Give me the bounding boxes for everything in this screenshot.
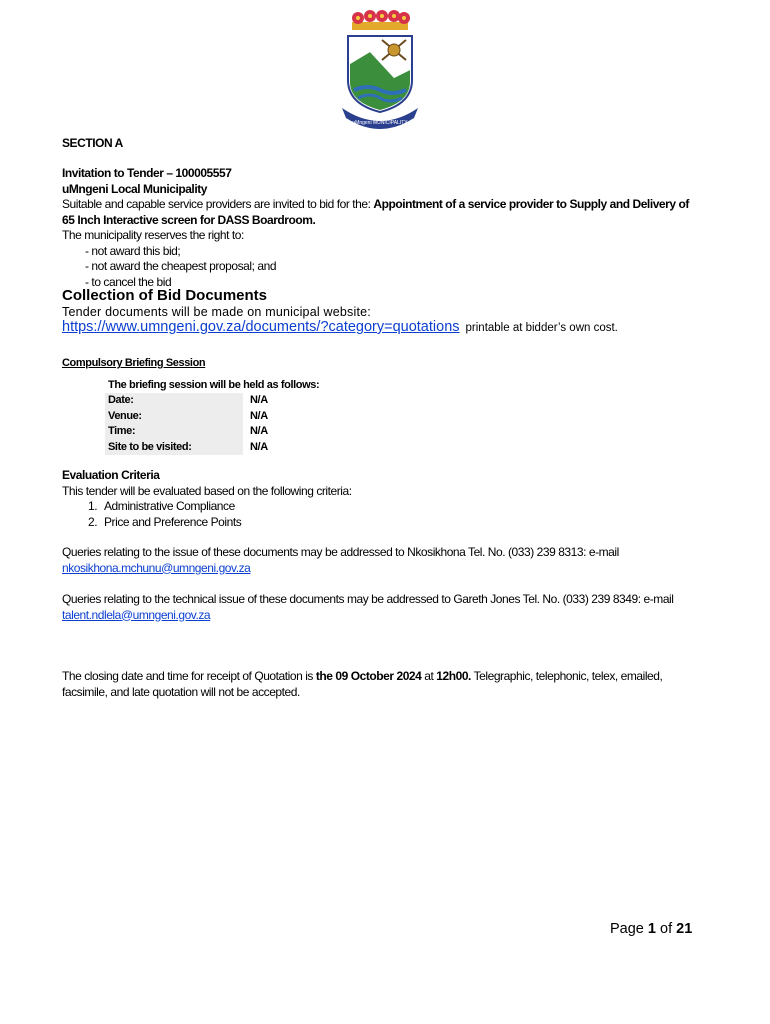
briefing-value: N/A [250, 409, 268, 422]
logo-scroll-text: uMngeni MUNICIPALITY [352, 120, 408, 126]
table-row [105, 393, 435, 409]
collection-text: Tender documents will be made on municipal website: [62, 305, 371, 319]
bid-prefix: Suitable and capable service providers are invited to bid for the: [62, 197, 374, 211]
page-number [610, 921, 692, 937]
closing-time: 12h00. [436, 669, 471, 683]
briefing-table [105, 377, 435, 455]
reserves-list [62, 244, 702, 291]
crown-flowers [352, 10, 410, 30]
briefing-value: N/A [250, 394, 268, 406]
email-link[interactable]: talent.ndlela@umngeni.gov.za [62, 607, 211, 622]
briefing-heading: Compulsory Briefing Session [62, 357, 206, 369]
evaluation-list [62, 499, 702, 530]
briefing-label: Venue: [105, 409, 243, 425]
municipality-name: uMngeni Local Municipality [62, 181, 207, 196]
bid-title: Appointment of a service provider to Supply and Delivery of 65 Inch Interactive screen for DASS Boardroom. [62, 197, 689, 227]
tender-documents-link[interactable]: https://www.umngeni.gov.za/documents/?category=quotations [62, 319, 460, 335]
query-text: Queries relating to the issue of these documents may be addressed to Nkosikhona Tel. No. (033) 239 8313: e-mail [62, 545, 619, 559]
table-row [105, 409, 435, 425]
page-current: 1 [647, 921, 656, 937]
evaluation-block [62, 468, 702, 530]
table-row [105, 424, 435, 440]
briefing-value: N/A [250, 440, 268, 453]
evaluation-intro: This tender will be evaluated based on the following criteria: [62, 483, 352, 498]
query-text: Queries relating to the technical issue of these documents may be addressed to Gareth Jones Tel. No. (033) 239 8349: e-mail [62, 592, 674, 606]
list-item: - to cancel the bid [85, 274, 172, 289]
invitation-block [62, 166, 702, 290]
list-item: - not award the cheapest proposal; and [85, 259, 277, 273]
closing-prefix: The closing date and time for receipt of Quotation is [62, 669, 316, 683]
query-contact-2 [62, 592, 702, 623]
closing-statement [62, 669, 702, 700]
bid-description [62, 197, 702, 228]
section-title: SECTION A [62, 136, 123, 150]
briefing-intro: The briefing session will be held as follows: [108, 379, 320, 391]
closing-suffix: Telegraphic, telephonic, telex, emailed, facsimile, and late quotation will not be accepted. [62, 669, 663, 699]
page-label: Page [610, 921, 648, 937]
list-item: - not award this bid; [85, 243, 181, 258]
briefing-label: Date: [105, 393, 243, 409]
list-item: 1. Administrative Compliance [100, 499, 702, 515]
evaluation-heading: Evaluation Criteria [62, 468, 160, 482]
tender-number: Invitation to Tender – 100005557 [62, 166, 232, 180]
query-contact-1 [62, 545, 702, 576]
reserves-line: The municipality reserves the right to: [62, 228, 244, 242]
email-link[interactable]: nkosikhona.mchunu@umngeni.gov.za [62, 560, 251, 575]
page-of: of [655, 921, 677, 937]
url-tail-text: printable at bidder’s own cost. [465, 322, 618, 334]
collection-url-line [62, 318, 618, 336]
briefing-label: Time: [105, 424, 243, 440]
list-item: 2. Price and Preference Points [100, 515, 702, 531]
municipal-coat-of-arms-icon [334, 8, 426, 134]
closing-at: at [421, 669, 437, 683]
table-row [105, 440, 435, 456]
page-total: 21 [676, 921, 693, 937]
collection-heading: Collection of Bid Documents [62, 287, 268, 304]
briefing-value: N/A [250, 425, 268, 437]
briefing-label: Site to be visited: [105, 440, 243, 456]
closing-date: the 09 October 2024 [315, 669, 422, 683]
